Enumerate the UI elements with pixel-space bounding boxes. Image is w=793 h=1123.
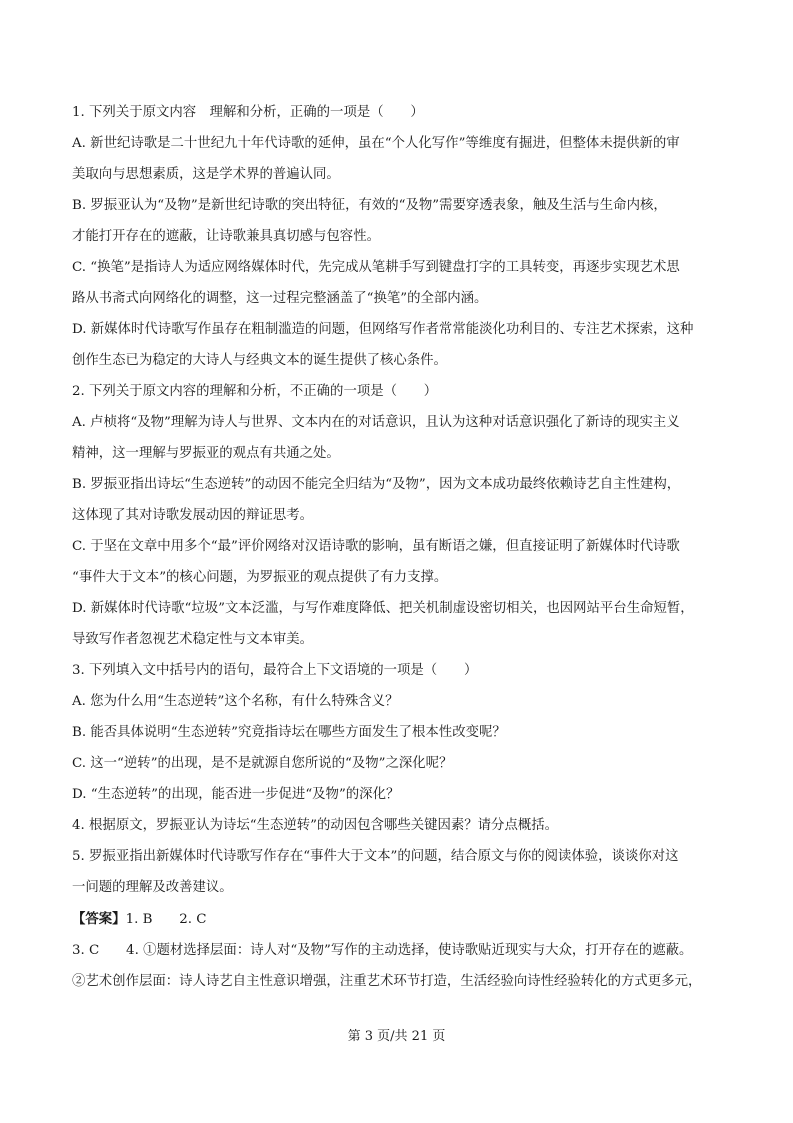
- question-4-stem: 4. 根据原文，罗振亚认为诗坛“生态逆转”的动因包含哪些关键因素？请分点概括。: [72, 818, 559, 833]
- question-5-stem: 5. 罗振亚指出新媒体时代诗歌写作存在“事件大于文本”的问题，结合原文与你的阅读体验，谈谈你对这: [72, 849, 679, 864]
- question-1-option-c: C. “换笔”是指诗人为适应网络媒体时代，先完成从笔耕手写到键盘打字的工具转变，再逐步实现艺术思: [72, 260, 680, 275]
- answer-line-3: ②艺术创作层面：诗人诗艺自主性意识增强，注重艺术环节打造，生活经验向诗性经验转化的方式更多元，: [72, 974, 702, 989]
- question-3-stem: 3. 下列填入文中括号内的语句，最符合上下文语境的一项是（ ）: [72, 663, 478, 678]
- question-3-option-d: D. “生态逆转”的出现，能否进一步促进“及物”的深化？: [72, 787, 400, 802]
- question-2-option-c: C. 于坚在文章中用多个“最”评价网络对汉语诗歌的影响，虽有断语之嫌，但直接证明了新媒体时代诗歌: [72, 539, 680, 554]
- question-1-option-d-cont: 创作生态已为稳定的大诗人与经典文本的诞生提供了核心条件。: [72, 353, 447, 368]
- answer-line-2: 3. C 4. ①题材选择层面：诗人对“及物”写作的主动选择，使诗歌贴近现实与大众，打开存在的遮蔽。: [72, 943, 693, 958]
- answer-line-1: [72, 910, 724, 929]
- question-2-option-d-cont: 导致写作者忽视艺术稳定性与文本审美。: [72, 632, 314, 647]
- question-2-option-c-cont: “事件大于文本”的核心问题，为罗振亚的观点提供了有力支撑。: [72, 570, 448, 585]
- question-2-option-b-cont: 这体现了其对诗歌发展动因的辩证思考。: [72, 508, 314, 523]
- question-1-option-b: B. 罗振亚认为“及物”是新世纪诗歌的突出特征，有效的“及物”需要穿透表象，触及生活与生命内核，: [72, 198, 667, 213]
- document-body: [72, 104, 724, 991]
- question-1-option-a-cont: 美取向与思想素质，这是学术界的普遍认同。: [72, 167, 340, 182]
- question-2-option-a-cont: 精神，这一理解与罗振亚的观点有共通之处。: [72, 446, 340, 461]
- question-1-option-a: A. 新世纪诗歌是二十世纪九十年代诗歌的延伸，虽在“个人化写作”等维度有掘进，但整体未提供新的审: [72, 136, 680, 151]
- question-3-option-c: C. 这一“逆转”的出现，是不是就源自您所说的“及物”之深化呢？: [72, 756, 453, 771]
- question-5-stem-cont: 一问题的理解及改善建议。: [72, 880, 233, 895]
- page-footer: 第 3 页/共 21 页: [347, 1029, 446, 1044]
- question-1-option-d: D. 新媒体时代诗歌写作虽存在粗制滥造的问题，但网络写作者常常能淡化功利目的、专注艺术探索，这种: [72, 322, 694, 337]
- question-1-option-b-cont: 才能打开存在的遮蔽，让诗歌兼具真切感与包容性。: [72, 229, 380, 244]
- answer-choices: 1. B 2. C: [125, 912, 207, 927]
- question-3-option-a: A. 您为什么用“生态逆转”这个名称，有什么特殊含义？: [72, 694, 399, 709]
- question-3-option-b: B. 能否具体说明“生态逆转”究竟指诗坛在哪些方面发生了根本性改变呢？: [72, 725, 506, 740]
- question-1-stem: 1. 下列关于原文内容 理解和分析，正确的一项是（ ）: [72, 105, 424, 120]
- question-2-option-a: A. 卢桢将“及物”理解为诗人与世界、文本内在的对话意识，且认为这种对话意识强化了新诗的现实主义: [72, 415, 680, 430]
- answer-tag: 【答案】: [72, 911, 126, 927]
- question-2-option-d: D. 新媒体时代诗歌“垃圾”文本泛滥，与写作难度降低、把关机制虚设密切相关，也因网站平台生命短暂，: [72, 601, 694, 616]
- question-2-option-b: B. 罗振亚指出诗坛“生态逆转”的动因不能完全归结为“及物”，因为文本成功最终依赖诗艺自主性建构，: [72, 477, 681, 492]
- question-2-stem: 2. 下列关于原文内容的理解和分析，不正确的一项是（ ）: [72, 384, 438, 399]
- question-1-option-c-cont: 路从书斋式向网络化的调整，这一过程完整涵盖了“换笔”的全部内涵。: [72, 291, 488, 306]
